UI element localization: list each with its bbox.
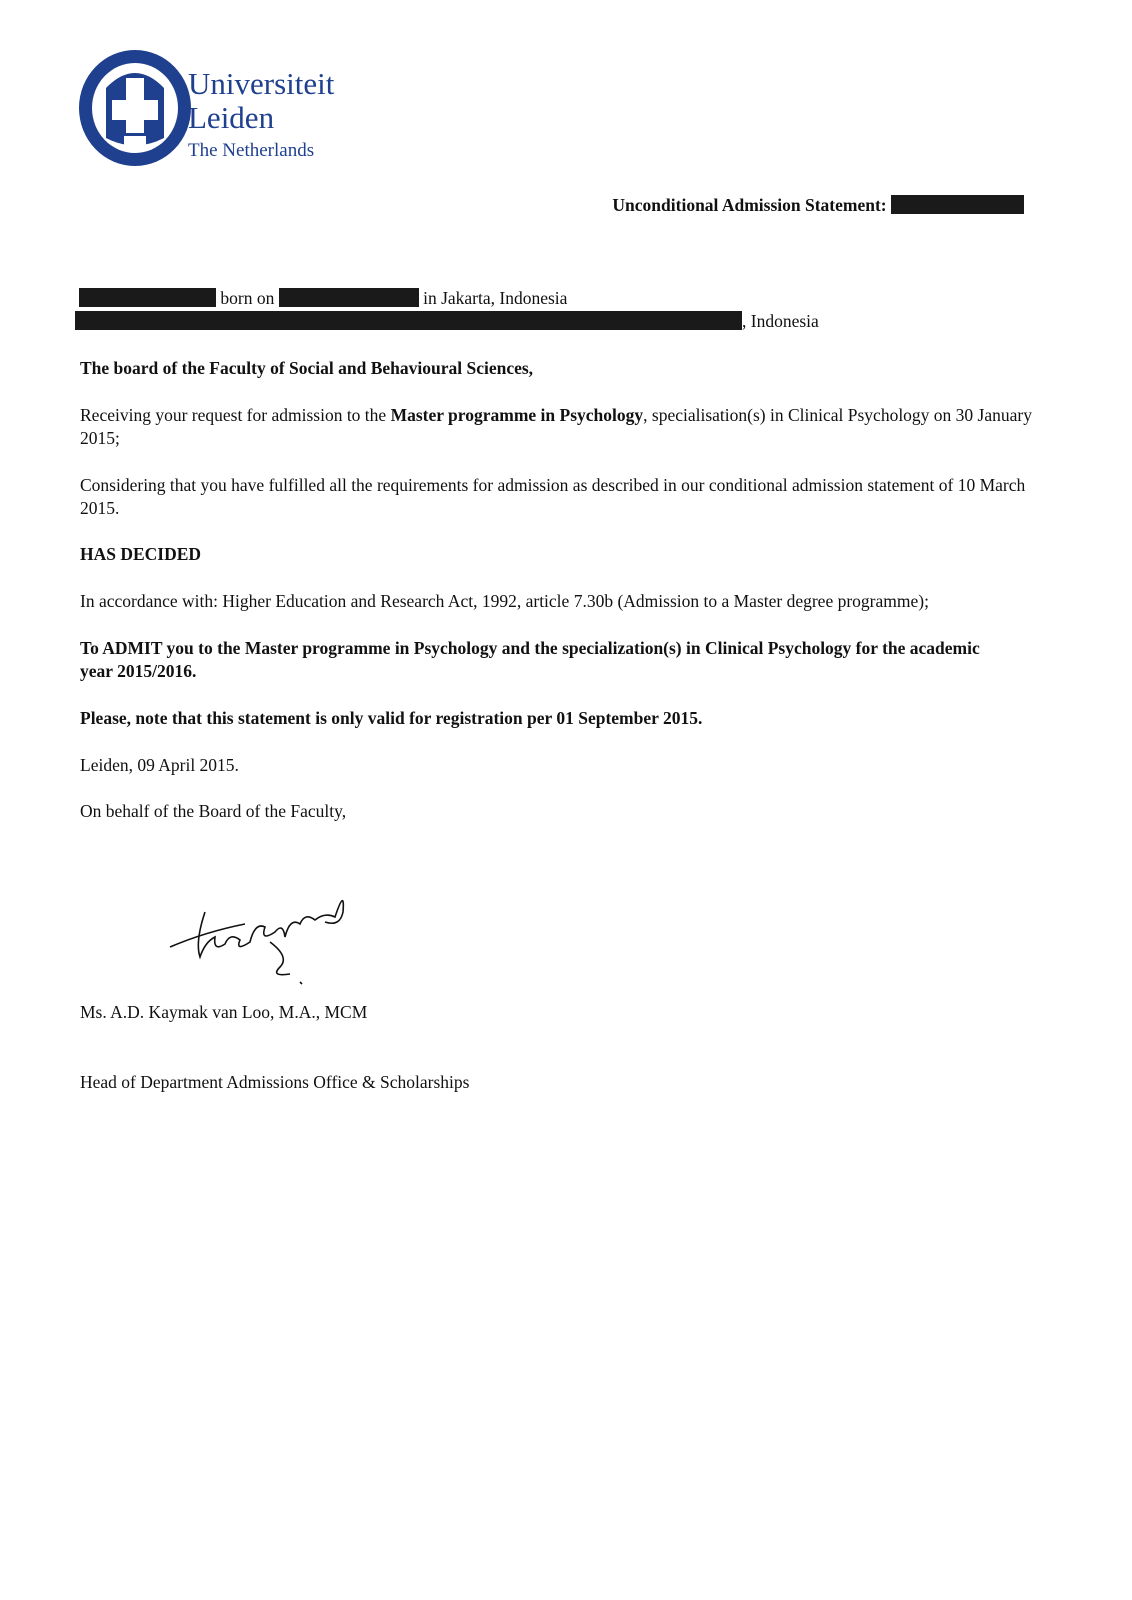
title-text: Unconditional Admission Statement: [612,195,887,215]
receiving-text-end: , specialisation(s) in Clinical Psychology on 30 January 2015; [80,405,1032,448]
validity-note: Please, note that this statement is only valid for registration per 01 September 2015. [80,708,703,728]
decided-heading: HAS DECIDED [80,544,202,564]
logo-line-leiden: Leiden [188,100,275,135]
redacted-block [891,195,1024,214]
programme-name: Master programme in Psychology [390,405,644,425]
address-line-1 [79,288,567,309]
redacted-block [279,288,419,307]
university-seal-icon [76,48,194,168]
signature [165,882,355,992]
accordance-paragraph: In accordance with: Higher Education and Research Act, 1992, article 7.30b (Admission to a Master degree programme); [80,591,929,611]
statement-title [612,195,1024,216]
signatory-role: Head of Department Admissions Office & Scholarships [80,1072,470,1092]
admit-paragraph: To ADMIT you to the Master programme in Psychology and the specialization(s) in Clinical Psychology for the academic year 2015/2016. [80,638,980,681]
place-date: Leiden, 09 April 2015. [80,755,239,775]
birthplace: in Jakarta, Indonesia [423,288,568,308]
born-on-label: born on [220,288,275,308]
receiving-text: Receiving your request for admission to the [80,405,391,425]
redacted-block [79,288,216,307]
logo-line-country: The Netherlands [188,140,315,161]
signatory-name: Ms. A.D. Kaymak van Loo, M.A., MCM [80,1002,368,1022]
logo-line-universiteit: Universiteit [188,66,335,101]
receiving-paragraph [80,404,1040,450]
redacted-block [75,311,742,330]
address-line-2 [75,311,819,332]
on-behalf: On behalf of the Board of the Faculty, [80,801,347,821]
considering-paragraph: Considering that you have fulfilled all the requirements for admission as described in our conditional admission statement of 10 March 2015. [80,475,1026,518]
board-heading: The board of the Faculty of Social and Behavioural Sciences, [80,358,534,378]
address-country: , Indonesia [742,311,819,331]
